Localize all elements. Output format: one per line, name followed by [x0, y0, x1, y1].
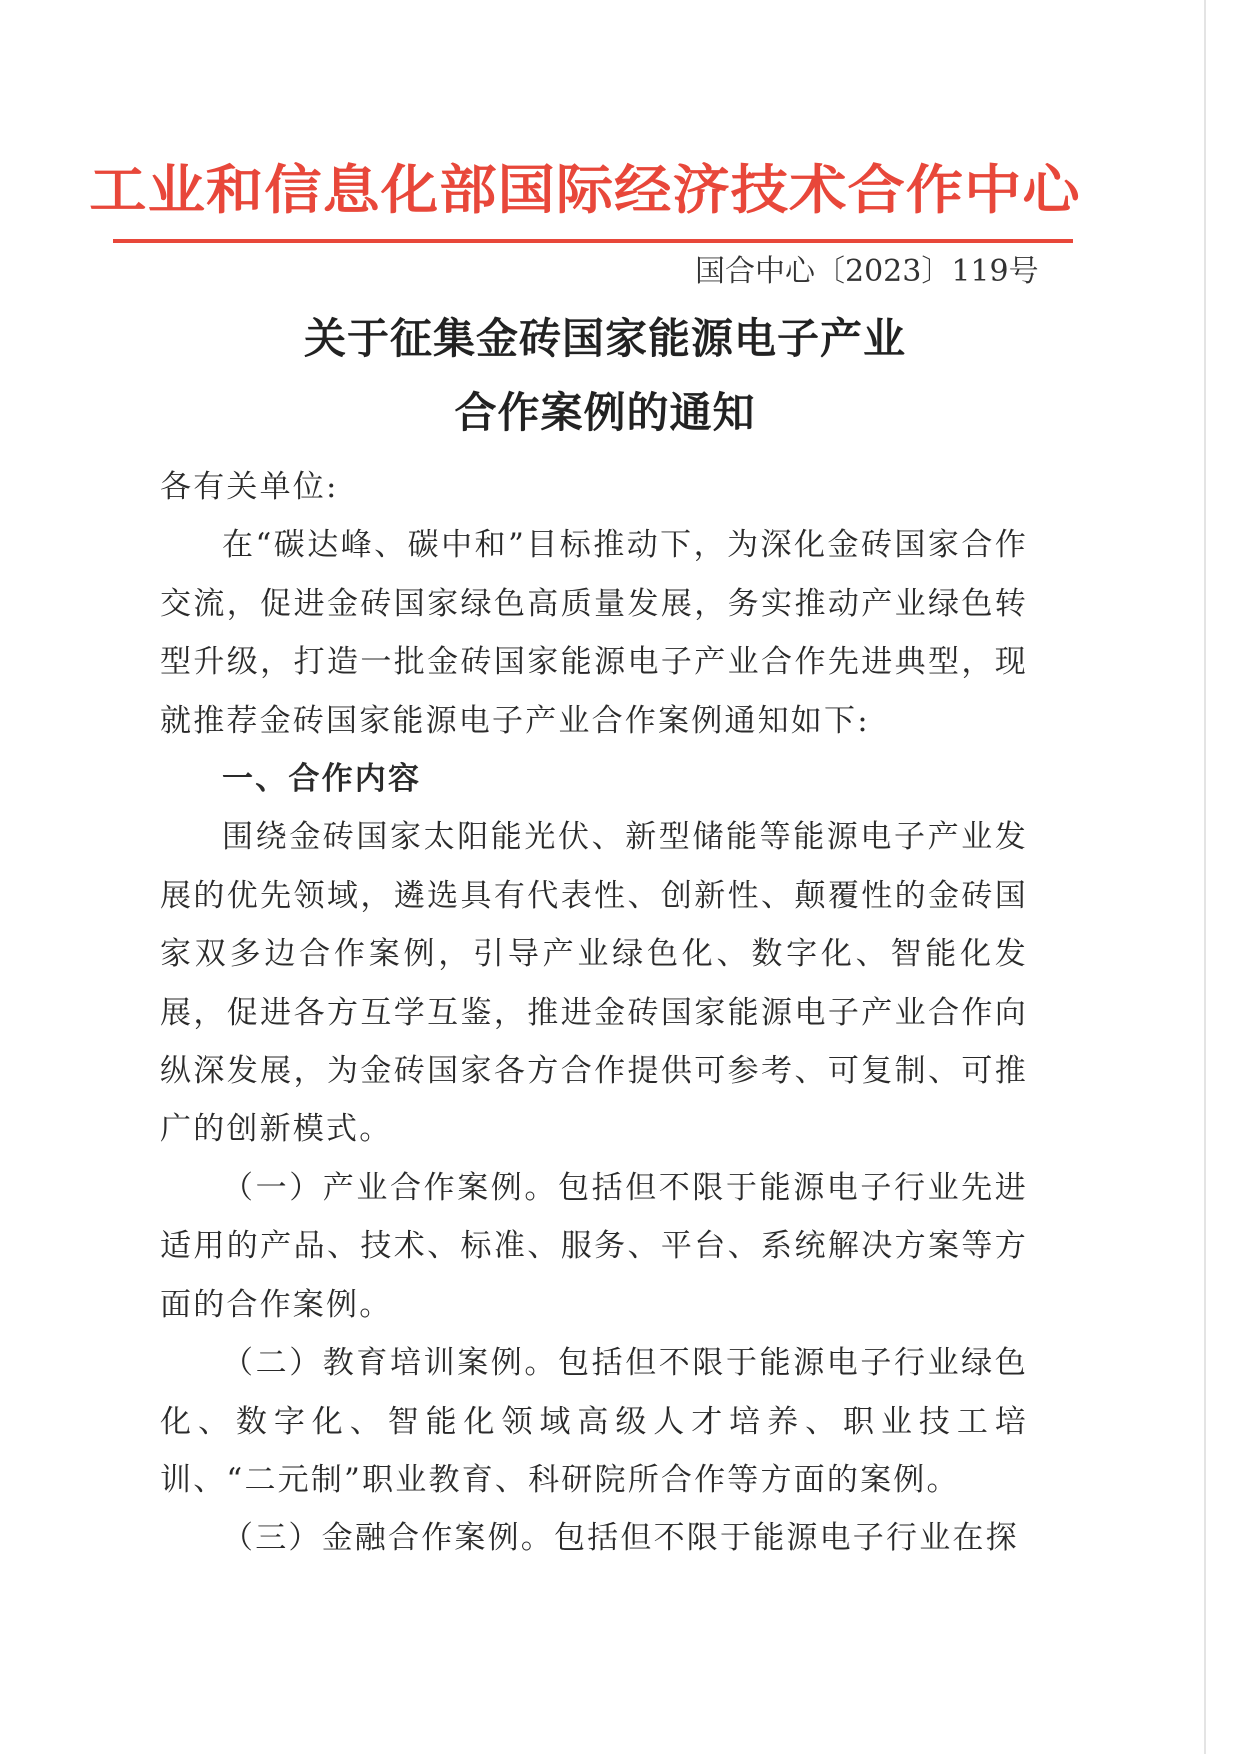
salutation: 各有关单位:: [160, 469, 339, 505]
item-1-paragraph: （一）产业合作案例。包括但不限于能源电子行业先进适用的产品、技术、标准、服务、平台、系统解决方案等方面的合作案例。: [160, 1169, 1028, 1323]
letterhead-red-rule: [113, 239, 1073, 243]
section-heading-1: 一、合作内容: [222, 761, 422, 798]
item-3-paragraph: （三）金融合作案例。包括但不限于能源电子行业在探: [222, 1520, 1019, 1557]
item-2-paragraph: （二）教育培训案例。包括但不限于能源电子行业绿色化、数字化、智能化领域高级人才培养、职业技工培训、“二元制”职业教育、科研院所合作等方面的案例。: [160, 1345, 1028, 1498]
scan-edge-line: [1204, 0, 1206, 1754]
document-body: [160, 458, 1028, 1568]
section-1-paragraph: 围绕金砖国家太阳能光伏、新型储能等能源电子产业发展的优先领域，遴选具有代表性、创新性、颠覆性的金砖国家双多边合作案例，引导产业绿色化、数字化、智能化发展，促进各方互学互鉴，推进金砖国家能源电子产业合作向纵深发展，为金砖国家各方合作提供可参考、可复制、可推广的创新模式。: [160, 819, 1028, 1148]
document-title-line-1: 关于征集金砖国家能源电子产业: [303, 314, 906, 363]
intro-paragraph: 在“碳达峰、碳中和”目标推动下，为深化金砖国家合作交流，促进金砖国家绿色高质量发展，务实推动产业绿色转型升级，打造一批金砖国家能源电子产业合作先进典型，现就推荐金砖国家能源电子产业合作案例通知如下:: [160, 527, 1028, 739]
document-number: 国合中心〔2023〕119号: [695, 254, 1039, 289]
letterhead-title: 工业和信息化部国际经济技术合作中心: [89, 160, 1081, 221]
document-title-line-2: 合作案例的通知: [454, 388, 756, 437]
